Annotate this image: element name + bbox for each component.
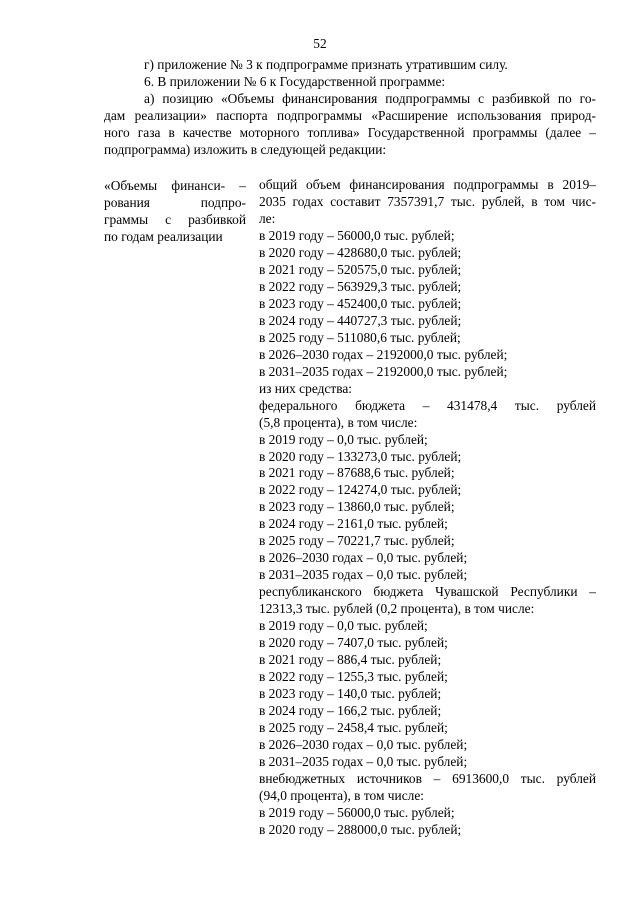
funding-line: в 2031–2035 годах – 0,0 тыс. рублей; bbox=[259, 567, 468, 583]
funding-line: республиканского бюджета Чувашской Республики – bbox=[259, 584, 596, 600]
funding-line: общий объем финансирования подпрограммы в 2019– bbox=[259, 177, 596, 192]
intro-line: г) приложение № 3 к подпрограмме признать утратившим силу. bbox=[144, 57, 508, 72]
funding-line: в 2020 году – 7407,0 тыс. рублей; bbox=[259, 635, 448, 651]
funding-line: (94,0 процента), в том числе: bbox=[259, 787, 424, 803]
funding-line: в 2022 году – 1255,3 тыс. рублей; bbox=[259, 669, 448, 685]
funding-line: в 2024 году – 166,2 тыс. рублей; bbox=[259, 703, 442, 719]
funding-line: в 2021 году – 886,4 тыс. рублей; bbox=[259, 652, 442, 668]
funding-line: в 2026–2030 годах – 2192000,0 тыс. рублей; bbox=[259, 346, 508, 362]
funding-line: в 2031–2035 годах – 2192000,0 тыс. рублей; bbox=[259, 363, 508, 379]
funding-line: в 2025 году – 511080,6 тыс. рублей; bbox=[259, 329, 461, 345]
intro-text bbox=[104, 56, 596, 158]
intro-line: 6. В приложении № 6 к Государственной программе: bbox=[144, 74, 446, 89]
funding-line: из них средства: bbox=[259, 380, 353, 396]
funding-line: в 2026–2030 годах – 0,0 тыс. рублей; bbox=[259, 736, 468, 752]
funding-line: в 2020 году – 288000,0 тыс. рублей; bbox=[259, 821, 462, 837]
position-title-line: рования подпро- bbox=[104, 195, 246, 210]
funding-line: в 2031–2035 годах – 0,0 тыс. рублей; bbox=[259, 753, 468, 769]
funding-line: федерального бюджета – 431478,4 тыс. рублей bbox=[259, 397, 596, 413]
position-title bbox=[104, 177, 246, 245]
funding-line: в 2022 году – 124274,0 тыс. рублей; bbox=[259, 482, 462, 498]
funding-line: в 2019 году – 56000,0 тыс. рублей; bbox=[259, 804, 455, 820]
intro-line: подпрограмма) изложить в следующей редакции: bbox=[104, 142, 387, 157]
funding-line: в 2019 году – 56000,0 тыс. рублей; bbox=[259, 227, 455, 243]
funding-line: в 2025 году – 2458,4 тыс. рублей; bbox=[259, 720, 448, 735]
funding-line: в 2022 году – 563929,3 тыс. рублей; bbox=[259, 278, 462, 294]
intro-line: а) позицию «Объемы финансирования подпрограммы с разбивкой по го- bbox=[144, 91, 596, 106]
position-title-line: по годам реализации bbox=[104, 229, 223, 244]
funding-line: внебюджетных источников – 6913600,0 тыс. рублей bbox=[259, 770, 596, 786]
funding-line: в 2023 году – 452400,0 тыс. рублей; bbox=[259, 295, 462, 311]
funding-line: в 2023 году – 13860,0 тыс. рублей; bbox=[259, 499, 455, 515]
intro-line: ного газа в качестве моторного топлива» Государственной программы (далее – bbox=[104, 125, 596, 140]
position-title-line: граммы с разбивкой bbox=[104, 212, 246, 227]
funding-line: 2035 годах составит 7357391,7 тыс. рублей, в том чис- bbox=[259, 193, 596, 209]
funding-line: (5,8 процента), в том числе: bbox=[259, 414, 418, 430]
funding-line: в 2021 году – 520575,0 тыс. рублей; bbox=[259, 261, 462, 277]
funding-line: в 2025 году – 70221,7 тыс. рублей; bbox=[259, 533, 455, 549]
funding-line: в 2019 году – 0,0 тыс. рублей; bbox=[259, 431, 428, 447]
intro-line: дам реализации» паспорта подпрограммы «Расширение использования природ- bbox=[104, 108, 596, 123]
funding-line: в 2026–2030 годах – 0,0 тыс. рублей; bbox=[259, 550, 468, 566]
funding-line: в 2020 году – 133273,0 тыс. рублей; bbox=[259, 448, 462, 464]
position-title-line: «Объемы финанси- – bbox=[104, 178, 246, 193]
funding-line: в 2021 году – 87688,6 тыс. рублей; bbox=[259, 465, 455, 481]
funding-line: в 2020 году – 428680,0 тыс. рублей; bbox=[259, 244, 462, 260]
funding-line: в 2024 году – 440727,3 тыс. рублей; bbox=[259, 312, 462, 328]
funding-line: в 2023 году – 140,0 тыс. рублей; bbox=[259, 686, 442, 702]
funding-line: в 2019 году – 0,0 тыс. рублей; bbox=[259, 618, 428, 634]
funding-line: в 2024 году – 2161,0 тыс. рублей; bbox=[259, 516, 448, 532]
funding-line: ле: bbox=[259, 210, 276, 226]
funding-line: 12313,3 тыс. рублей (0,2 процента), в том числе: bbox=[259, 601, 535, 617]
page-number: 52 bbox=[313, 36, 327, 51]
funding-details bbox=[259, 177, 596, 839]
